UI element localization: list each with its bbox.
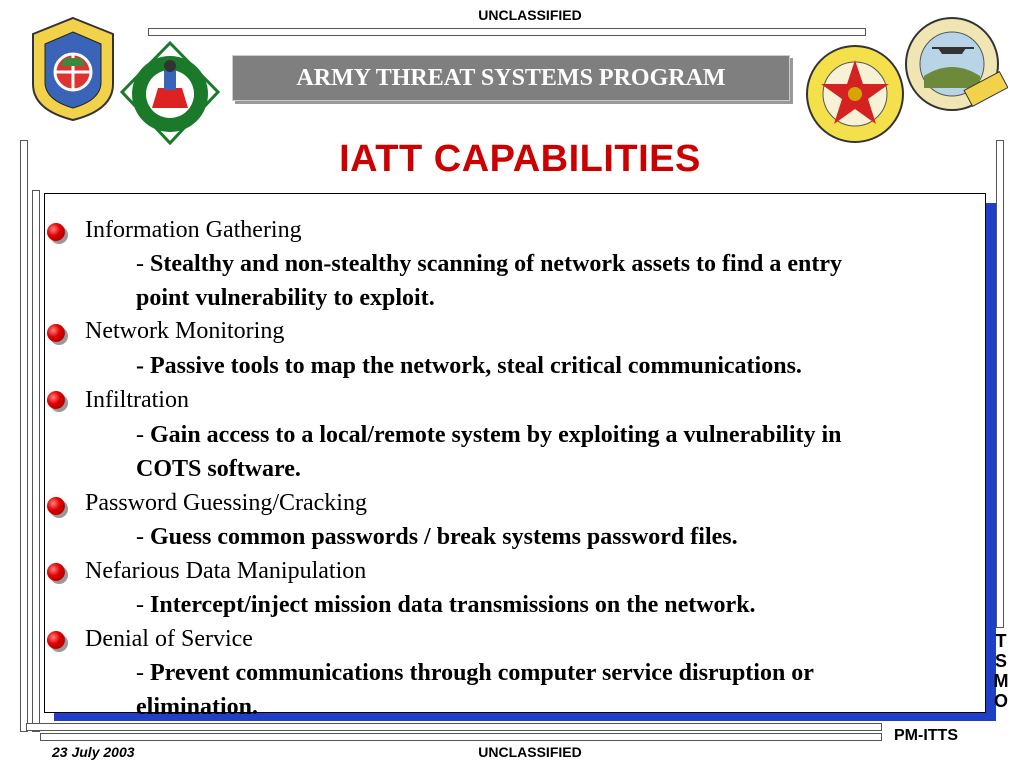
capability-heading: Information Gathering <box>85 217 302 243</box>
tsmo-vertical-label <box>990 631 1012 711</box>
capability-desc: - Passive tools to map the network, steal critical communications. <box>136 353 802 379</box>
right-rail <box>996 140 1004 628</box>
bullet-icon <box>47 563 65 581</box>
capability-heading: Password Guessing/Cracking <box>85 490 367 516</box>
pm-itts-logo <box>902 14 1008 114</box>
left-outer-rail <box>20 140 28 732</box>
tsmo-letter: S <box>994 651 1007 671</box>
capability-desc-cont: COTS software. <box>136 456 301 482</box>
bullet-icon <box>47 497 65 515</box>
capability-heading: Nefarious Data Manipulation <box>85 558 367 584</box>
bottom-rule-upper <box>26 723 882 731</box>
capability-desc: - Prevent communications through computer service disruption or <box>136 660 814 686</box>
capability-desc-cont: elimination. <box>136 694 259 720</box>
program-banner: ARMY THREAT SYSTEMS PROGRAM <box>232 55 790 101</box>
capability-desc: - Gain access to a local/remote system by exploiting a vulnerability in <box>136 422 842 448</box>
top-rule <box>148 28 866 36</box>
tsmo-logo <box>805 44 905 144</box>
left-inner-rail <box>32 190 40 732</box>
capability-desc: - Stealthy and non-stealthy scanning of network assets to find a entry <box>136 251 843 277</box>
capability-desc: - Guess common passwords / break systems password files. <box>136 524 738 550</box>
bottom-rule-lower <box>40 733 882 741</box>
date-label: 23 July 2003 <box>52 744 135 760</box>
bullet-icon <box>47 324 65 342</box>
slide-title: IATT CAPABILITIES <box>339 138 701 180</box>
simulation-logo <box>118 40 222 146</box>
bottom-classification: UNCLASSIFIED <box>478 744 582 760</box>
bullet-icon <box>47 223 65 241</box>
capability-heading: Denial of Service <box>85 626 253 652</box>
top-classification: UNCLASSIFIED <box>478 7 582 23</box>
tsmo-letter: O <box>993 691 1008 711</box>
capability-desc: - Intercept/inject mission data transmissions on the network. <box>136 592 756 618</box>
capability-heading: Infiltration <box>85 387 189 413</box>
org-label: PM-ITTS <box>894 727 958 744</box>
capability-heading: Network Monitoring <box>85 318 285 344</box>
tsmo-letter: M <box>993 671 1009 691</box>
capability-desc-cont: point vulnerability to exploit. <box>136 285 435 311</box>
dash-text: - <box>136 251 150 277</box>
tsmo-letter: T <box>995 631 1007 651</box>
aviation-missile-command-logo <box>25 14 121 124</box>
bullet-icon <box>47 631 65 649</box>
bullet-icon <box>47 391 65 409</box>
